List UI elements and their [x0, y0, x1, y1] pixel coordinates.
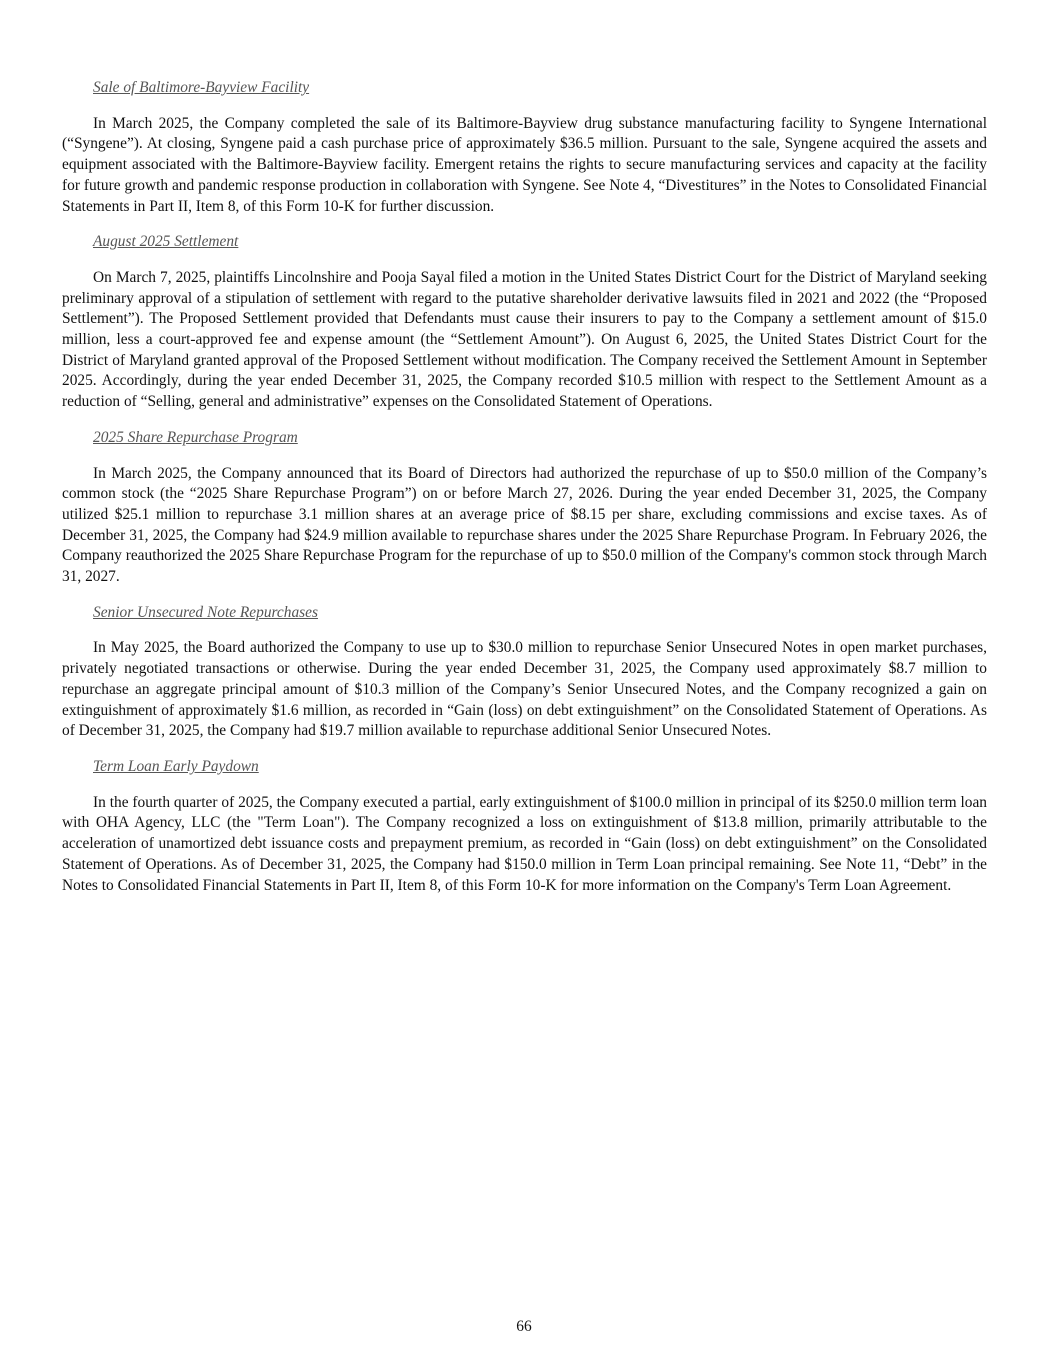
section-heading-term-loan: Term Loan Early Paydown	[93, 757, 259, 775]
document-body	[62, 78, 987, 911]
section-paragraph-baltimore-bayview: In March 2025, the Company completed the sale of its Baltimore-Bayview drug substance manufacturing facility to Syngene International (“Syngene”). At closing, Syngene paid a cash purchase price of approximately $36.5 million. Pursuant to the sale, Syngene acquired the assets and equipment associated with the Baltimore-Bayview facility. Emergent retains the rights to secure manufacturing services and capacity at the facility for future growth and pandemic response production in collaboration with Syngene. See Note 4, “Divestitures” in the Notes to Consolidated Financial Statements in Part II, Item 8, of this Form 10-K for further discussion.	[62, 114, 987, 215]
section-heading-baltimore-bayview: Sale of Baltimore-Bayview Facility	[93, 79, 310, 96]
section-paragraph-august-2025-settlement: On March 7, 2025, plaintiffs Lincolnshire and Pooja Sayal filed a motion in the United States District Court for the District of Maryland seeking preliminary approval of a stipulation of settlement with regard to the putative shareholder derivative lawsuits filed in 2021 and 2022 (the “Proposed Settlement”). The Proposed Settlement provided that Defendants must cause their insurers to pay to the Company a settlement amount of $15.0 million, less a court-approved fee and expense amount (the “Settlement Amount”). On August 6, 2025, the United States District Court for the District of Maryland granted approval of the Proposed Settlement without modification. The Company received the Settlement Amount in September 2025. Accordingly, during the year ended December 31, 2025, the Company recorded $10.5 million with respect to the Settlement Amount as a reduction of “Selling, general and administrative” expenses on the Consolidated Statement of Operations.	[62, 268, 987, 411]
section-heading-note-repurchases: Senior Unsecured Note Repurchases	[93, 603, 318, 621]
page-number: 66	[516, 1318, 532, 1335]
section-paragraph-term-loan: In the fourth quarter of 2025, the Company executed a partial, early extinguishment of $100.0 million in principal of its $250.0 million term loan with OHA Agency, LLC (the "Term Loan"). The Company recognized a loss on extinguishment of $13.8 million, primarily attributable to the acceleration of unamortized debt issuance costs and prepayment premium, as recorded in “Gain (loss) on debt extinguishment” on the Consolidated Statement of Operations. As of December 31, 2025, the Company had $150.0 million in Term Loan principal remaining. See Note 11, “Debt” in the Notes to Consolidated Financial Statements in Part II, Item 8, of this Form 10-K for more information on the Company's Term Loan Agreement.	[62, 793, 987, 894]
section-paragraph-share-repurchase: In March 2025, the Company announced that its Board of Directors had authorized the repurchase of up to $50.0 million of the Company’s common stock (the “2025 Share Repurchase Program”) on or before March 27, 2026. During the year ended December 31, 2025, the Company utilized $25.1 million to repurchase 3.1 million shares at an average price of $8.15 per share, excluding commissions and excise taxes. As of December 31, 2025, the Company had $24.9 million available to repurchase shares under the 2025 Share Repurchase Program. In February 2026, the Company reauthorized the 2025 Share Repurchase Program for the repurchase of up to $50.0 million of the Company's common stock through March 31, 2027.	[62, 464, 987, 586]
section-heading-share-repurchase: 2025 Share Repurchase Program	[93, 428, 298, 446]
section-heading-august-2025-settlement: August 2025 Settlement	[93, 233, 239, 251]
section-paragraph-note-repurchases: In May 2025, the Board authorized the Company to use up to $30.0 million to repurchase Senior Unsecured Notes in open market purchases, privately negotiated transactions or otherwise. During the year ended December 31, 2025, the Company used approximately $8.7 million to repurchase an aggregate principal amount of $10.3 million of the Company’s Senior Unsecured Notes, and the Company recognized a gain on extinguishment of approximately $1.6 million, as recorded in “Gain (loss) on debt extinguishment” on the Consolidated Statement of Operations. As of December 31, 2025, the Company had $19.7 million available to repurchase additional Senior Unsecured Notes.	[62, 639, 987, 740]
